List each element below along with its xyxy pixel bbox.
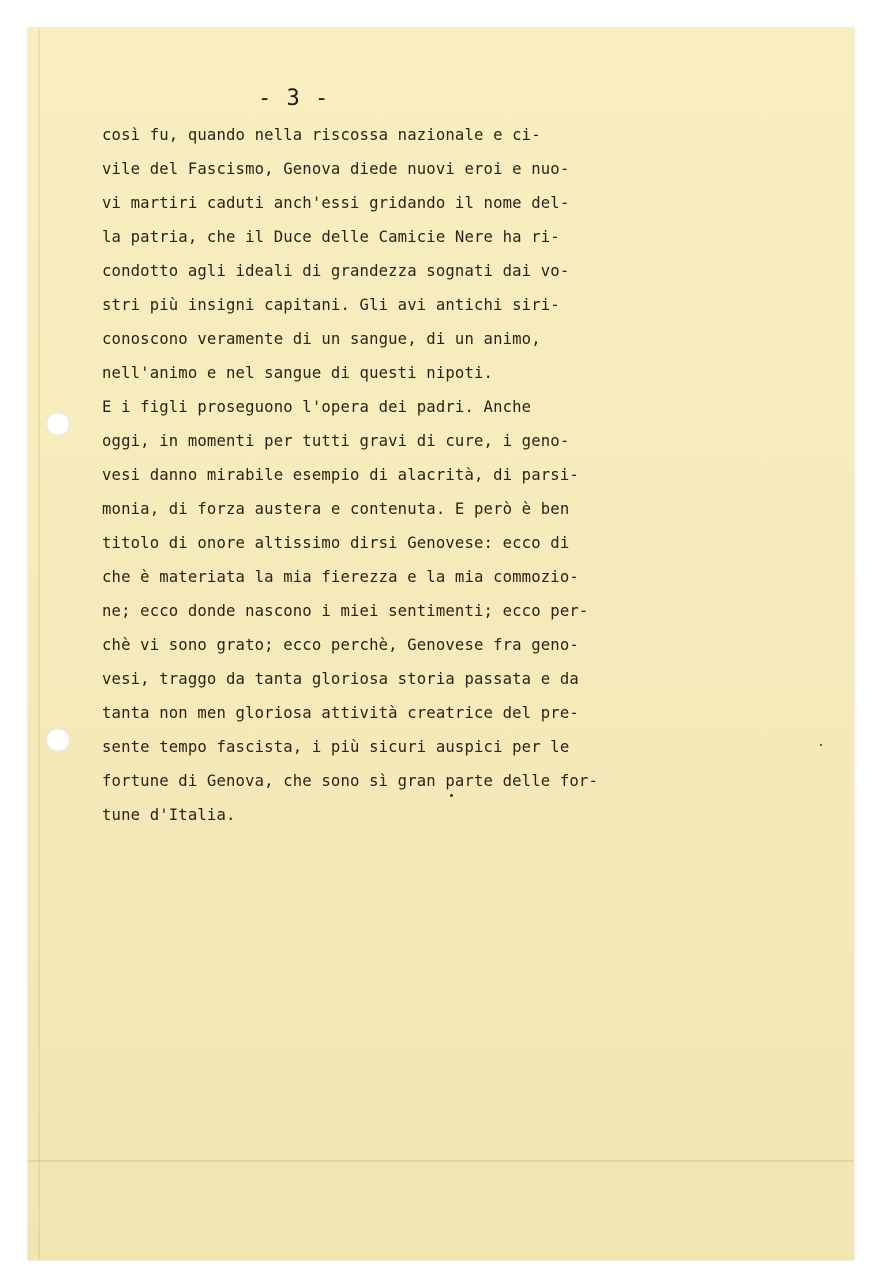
text-line: conoscono veramente di un sangue, di un animo, — [102, 330, 541, 348]
text-line: vesi, traggo da tanta gloriosa storia passata e da — [102, 670, 579, 688]
text-line: vesi danno mirabile esempio di alacrità, di parsi- — [102, 466, 579, 484]
text-line: E i figli proseguono l'opera dei padri. Anche — [102, 398, 532, 416]
text-line: così fu, quando nella riscossa nazionale e ci- — [102, 126, 541, 144]
text-line: sente tempo fascista, i più sicuri auspici per le — [102, 738, 570, 756]
ink-speck — [820, 744, 822, 746]
paper-fold-line — [28, 1160, 854, 1162]
document-page — [28, 28, 854, 1260]
text-line: chè vi sono grato; ecco perchè, Genovese fra geno- — [102, 636, 579, 654]
text-line: vi martiri caduti anch'essi gridando il nome del- — [102, 194, 570, 212]
page-number: - 3 - — [258, 86, 330, 111]
text-line: nell'animo e nel sangue di questi nipoti. — [102, 364, 494, 382]
text-line: oggi, in momenti per tutti gravi di cure, i geno- — [102, 432, 570, 450]
text-line: fortune di Genova, che sono sì gran parte delle for- — [102, 772, 598, 790]
text-line: tanta non men gloriosa attività creatrice del pre- — [102, 704, 579, 722]
text-line: tune d'Italia. — [102, 806, 236, 824]
ink-speck — [450, 794, 453, 797]
text-line: condotto agli ideali di grandezza sognati dai vo- — [102, 262, 570, 280]
text-line: vile del Fascismo, Genova diede nuovi eroi e nuo- — [102, 160, 570, 178]
text-line: che è materiata la mia fierezza e la mia commozio- — [102, 568, 579, 586]
text-line: ne; ecco donde nascono i miei sentimenti; ecco per- — [102, 602, 589, 620]
text-line: monia, di forza austera e contenuta. E però è ben — [102, 500, 570, 518]
text-line: la patria, che il Duce delle Camicie Nere ha ri- — [102, 228, 560, 246]
punch-hole-bottom — [46, 728, 70, 752]
typewritten-text — [102, 118, 598, 832]
text-line: stri più insigni capitani. Gli avi antichi siri- — [102, 296, 560, 314]
text-line: titolo di onore altissimo dirsi Genovese: ecco di — [102, 534, 570, 552]
punch-hole-top — [46, 412, 70, 436]
paper-edge-crease — [38, 28, 40, 1260]
